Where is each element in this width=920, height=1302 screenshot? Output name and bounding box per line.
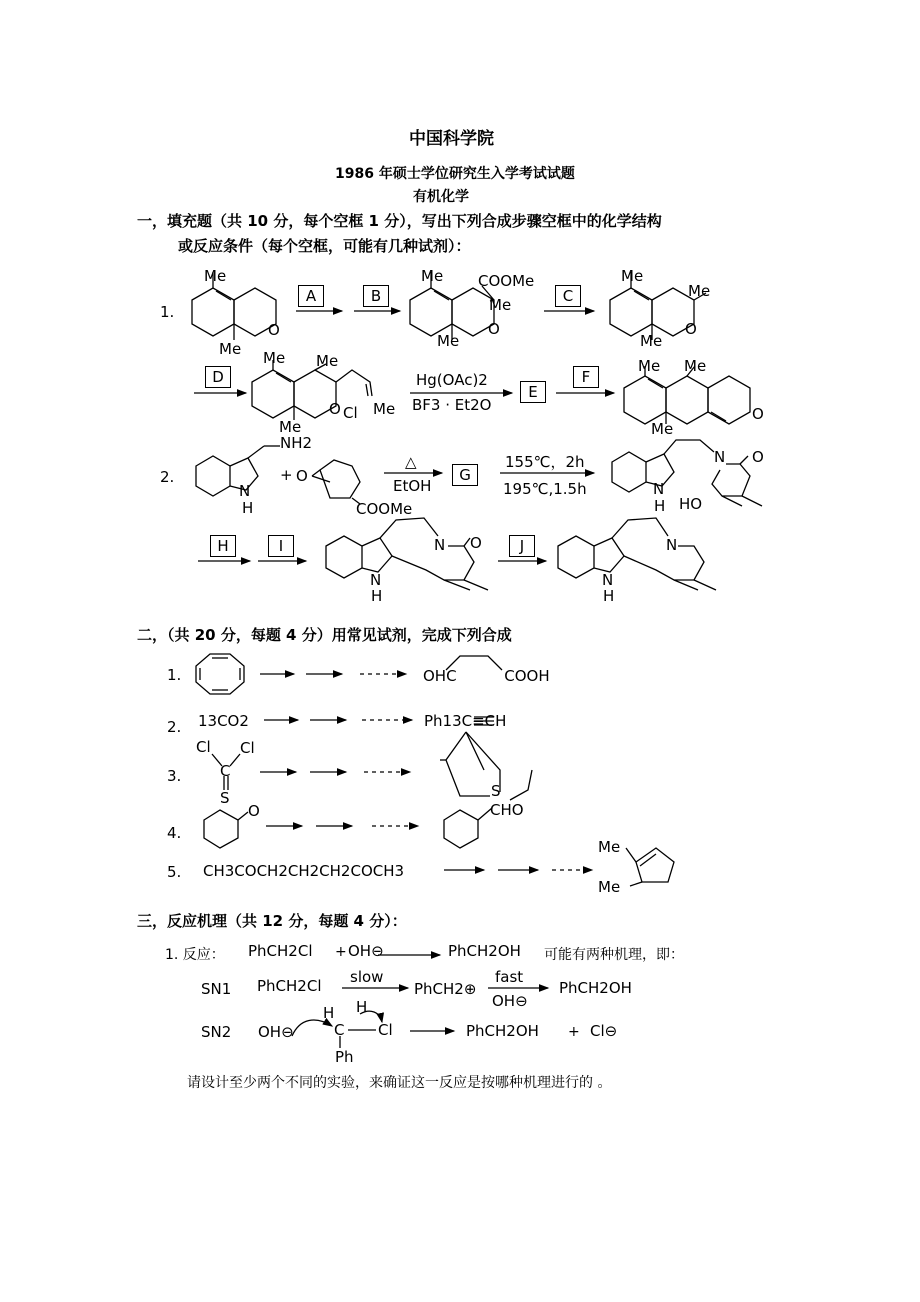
me-label: Me bbox=[263, 349, 286, 367]
structure-cyclohexanone bbox=[204, 810, 248, 848]
structure-thiabicyclo bbox=[440, 732, 532, 800]
structure-q1-tricyclic-enone bbox=[624, 357, 764, 438]
structure-q1-keto-ester bbox=[410, 267, 534, 350]
me-label: Me bbox=[204, 267, 227, 285]
indole-h: H bbox=[371, 587, 383, 605]
s2-item5-me1: Me bbox=[598, 838, 621, 856]
plus-sign: + bbox=[280, 466, 293, 484]
structure-cyclooctatetraene bbox=[196, 654, 244, 694]
s2-item5-me2: Me bbox=[598, 878, 621, 896]
cond-155: 155℃，2h bbox=[505, 453, 585, 471]
sn2-hydroxide: OH⊖ bbox=[258, 1023, 294, 1041]
me-label: Me bbox=[651, 420, 674, 438]
sn2-ph: Ph bbox=[335, 1048, 354, 1066]
indole-n: N bbox=[370, 571, 382, 589]
s3-hydroxide: OH⊖ bbox=[348, 942, 384, 960]
delta-symbol: △ bbox=[405, 453, 417, 471]
me-label: Me bbox=[437, 332, 460, 350]
coome-label: COOMe bbox=[356, 500, 413, 518]
s2-item3-c: C bbox=[220, 762, 231, 780]
sn2-chloride: Cl⊖ bbox=[590, 1022, 618, 1040]
subject-title: 有机化学 bbox=[413, 189, 469, 205]
oxygen-label: O bbox=[752, 405, 764, 423]
sn1-cation: PhCH2⊕ bbox=[414, 980, 477, 998]
sn1-fast: fast bbox=[495, 968, 524, 986]
oxygen-label: O bbox=[268, 321, 280, 339]
answer-box-j[interactable]: J bbox=[509, 535, 535, 557]
answer-box-f[interactable]: F bbox=[573, 366, 599, 388]
indole-n: N bbox=[653, 480, 665, 498]
hg-reagent: Hg(OAc)2 bbox=[416, 371, 488, 389]
sn2-carbon: C bbox=[334, 1021, 345, 1039]
structure-q2-lactam bbox=[612, 440, 764, 515]
lactam-n: N bbox=[434, 536, 446, 554]
me-label: Me bbox=[219, 340, 242, 358]
me-label: Me bbox=[638, 357, 661, 375]
sn2-h-left: H bbox=[323, 1004, 335, 1022]
s2-item4-oxygen: O bbox=[248, 802, 260, 820]
section2-heading: 二，（共 20 分，每题 4 分）用常见试剂，完成下列合成 bbox=[137, 626, 512, 644]
s2-item4-number: 4. bbox=[167, 824, 182, 842]
s3-q1-label: 1. 反应： bbox=[165, 947, 225, 963]
sn1-label: SN1 bbox=[201, 980, 232, 998]
lactam-n: N bbox=[714, 448, 726, 466]
question1-number: 1. bbox=[160, 303, 175, 321]
me-label: Me bbox=[621, 267, 644, 285]
sn2-label: SN2 bbox=[201, 1023, 232, 1041]
s2-item5-start: CH3COCH2CH2CH2COCH3 bbox=[203, 862, 405, 880]
s2-item3-s: S bbox=[220, 789, 230, 807]
amine-n: N bbox=[666, 536, 678, 554]
me-label: Me bbox=[688, 282, 711, 300]
answer-box-i[interactable]: I bbox=[268, 535, 294, 557]
structure-q1-start bbox=[192, 267, 280, 358]
epoxide-o: O bbox=[296, 467, 308, 485]
indole-n: N bbox=[239, 482, 251, 500]
s3-q1-tail: 可能有两种机理，即： bbox=[544, 947, 684, 963]
oxygen-label: O bbox=[329, 400, 341, 418]
s2-item3-product-s: S bbox=[491, 782, 501, 800]
exam-title: 1986 年硕士学位研究生入学考试试题 bbox=[335, 166, 575, 182]
sn1-product: PhCH2OH bbox=[559, 979, 632, 997]
answer-box-b[interactable]: B bbox=[363, 285, 389, 307]
oxygen-label: O bbox=[488, 320, 500, 338]
me-label: Me bbox=[640, 332, 663, 350]
me-label: Me bbox=[316, 352, 339, 370]
bf3-reagent: BF3 · Et2O bbox=[412, 396, 492, 414]
structure-q2-bridged-amine bbox=[558, 518, 716, 605]
s3-reactant: PhCH2Cl bbox=[248, 942, 313, 960]
me-label: Me bbox=[489, 296, 512, 314]
sn2-plus: + bbox=[568, 1024, 580, 1040]
answer-box-h[interactable]: H bbox=[210, 535, 236, 557]
structure-q1-chloroalkenyl bbox=[252, 349, 395, 436]
indole-h: H bbox=[242, 499, 254, 517]
question2-number: 2. bbox=[160, 468, 175, 486]
s2-item1-number: 1. bbox=[167, 666, 182, 684]
me-label: Me bbox=[421, 267, 444, 285]
s3-instruction: 请设计至少两个不同的实验，来确证这一反应是按哪种机理进行的 。 bbox=[187, 1075, 612, 1091]
s3-product: PhCH2OH bbox=[448, 942, 521, 960]
s2-item2-start: 13CO2 bbox=[198, 712, 249, 730]
structure-dimethylcyclopentene bbox=[626, 848, 674, 886]
s2-item5-number: 5. bbox=[167, 863, 182, 881]
s2-item3-number: 3. bbox=[167, 767, 182, 785]
sn1-hydroxide: OH⊖ bbox=[492, 992, 528, 1010]
sn2-cl: Cl bbox=[378, 1021, 393, 1039]
s2-item2-product: Ph13C≡CH bbox=[424, 712, 507, 730]
institution-title: 中国科学院 bbox=[409, 129, 494, 149]
indole-h: H bbox=[654, 497, 666, 515]
section1-heading-line2: 或反应条件（每个空框，可能有几种试剂）： bbox=[178, 237, 471, 255]
me-label: Me bbox=[684, 357, 707, 375]
section3-heading: 三，反应机理（共 12 分，每题 4 分）： bbox=[137, 912, 407, 930]
answer-box-c[interactable]: C bbox=[555, 285, 581, 307]
nh2-label: NH2 bbox=[280, 434, 313, 452]
s2-item2-number: 2. bbox=[167, 718, 182, 736]
ho-label: HO bbox=[679, 495, 703, 513]
structure-q1-methyl-ketone bbox=[610, 267, 710, 350]
answer-box-g[interactable]: G bbox=[452, 464, 478, 486]
s2-item3-cl1: Cl bbox=[196, 738, 211, 756]
s2-item4-product: CHO bbox=[490, 801, 524, 819]
chloro-label: Cl bbox=[343, 404, 358, 422]
lactam-o: O bbox=[470, 534, 482, 552]
etoh-label: EtOH bbox=[393, 477, 432, 495]
sn2-h-top: H bbox=[356, 998, 368, 1016]
oxygen-label: O bbox=[685, 320, 697, 338]
section1-heading-line1: 一，填充题（共 10 分，每个空框 1 分），写出下列合成步骤空框中的化学结构 bbox=[137, 212, 662, 230]
sn2-product: PhCH2OH bbox=[466, 1022, 539, 1040]
me-label: Me bbox=[373, 400, 396, 418]
s3-plus: + bbox=[335, 944, 347, 960]
answer-box-d[interactable]: D bbox=[205, 366, 231, 388]
coome-label: COOMe bbox=[478, 272, 535, 290]
s2-item1-product: OHC COOH bbox=[423, 667, 550, 685]
me-label: Me bbox=[279, 418, 302, 436]
answer-box-a[interactable]: A bbox=[298, 285, 324, 307]
structure-cyclohexanecarbaldehyde bbox=[444, 808, 492, 848]
sn1-reactant: PhCH2Cl bbox=[257, 977, 322, 995]
structure-q2-bridged-lactam bbox=[326, 518, 488, 605]
indole-h: H bbox=[603, 587, 615, 605]
cond-195: 195℃,1.5h bbox=[503, 480, 587, 498]
s2-item3-cl2: Cl bbox=[240, 739, 255, 757]
lactam-o: O bbox=[752, 448, 764, 466]
indole-n: N bbox=[602, 571, 614, 589]
sn1-slow: slow bbox=[350, 968, 384, 986]
answer-box-e[interactable]: E bbox=[520, 381, 546, 403]
structure-q2-tryptamine bbox=[196, 434, 312, 517]
